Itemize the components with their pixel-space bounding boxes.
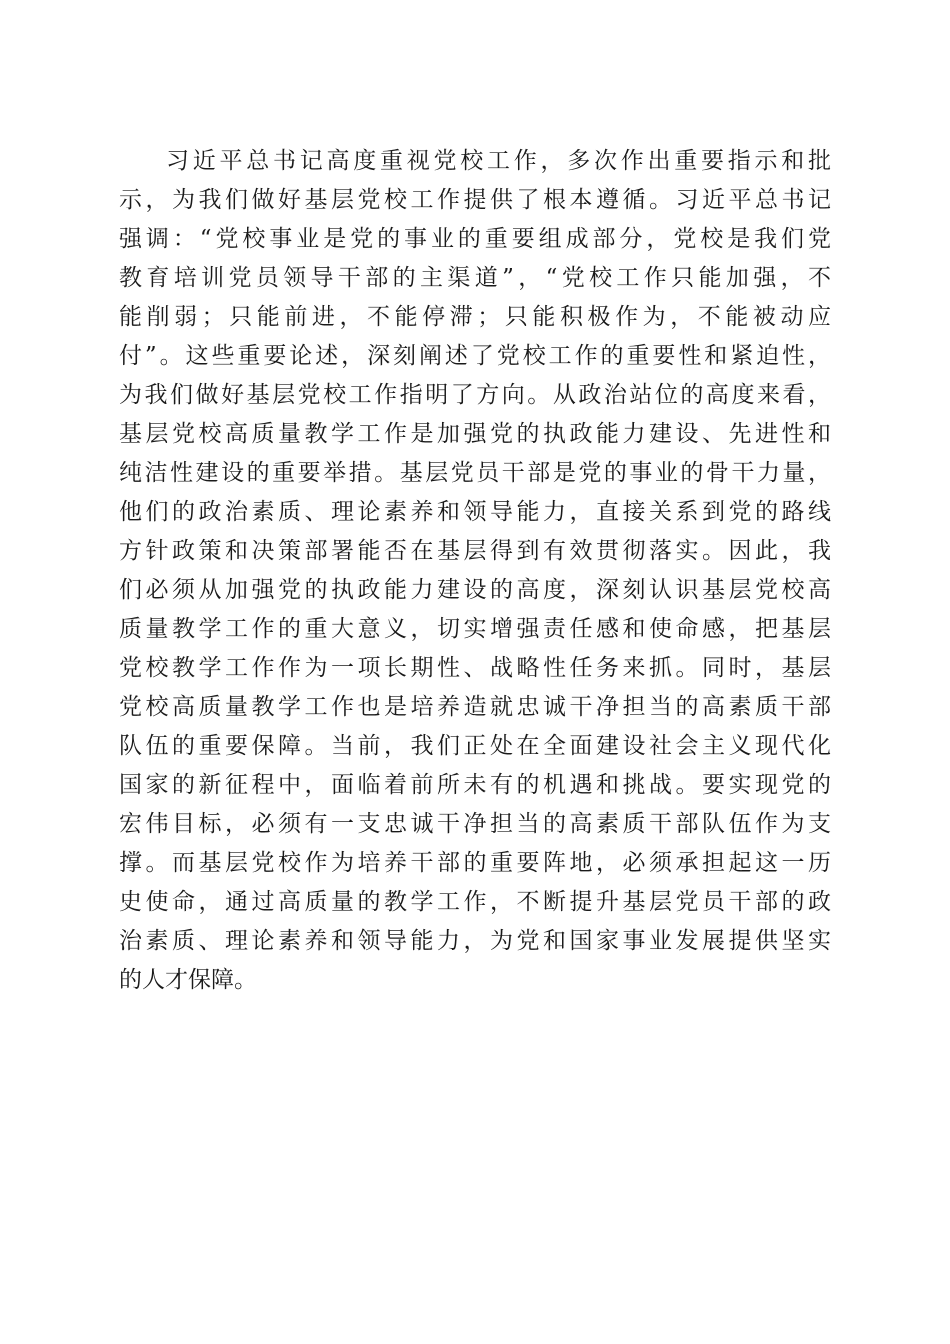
paragraph-line: 队伍的重要保障。当前，我们正处在全面建设社会主义现代化	[119, 733, 831, 759]
paragraph-line: 方针政策和决策部署能否在基层得到有效贯彻落实。因此，我	[119, 538, 831, 564]
paragraph-line: 宏伟目标，必须有一支忠诚干净担当的高素质干部队伍作为支	[119, 811, 831, 837]
paragraph-line: 治素质、理论素养和领导能力，为党和国家事业发展提供坚实	[119, 928, 831, 954]
paragraph-line: 党校教学工作作为一项长期性、战略性任务来抓。同时，基层	[119, 655, 831, 681]
paragraph-line: 教育培训党员领导干部的主渠道”，“党校工作只能加强，不	[119, 265, 831, 291]
paragraph-line: 党校高质量教学工作也是培养造就忠诚干净担当的高素质干部	[119, 694, 831, 720]
paragraph-line: 们必须从加强党的执政能力建设的高度，深刻认识基层党校高	[119, 577, 831, 603]
paragraph-line: 习近平总书记高度重视党校工作，多次作出重要指示和批	[166, 148, 831, 174]
paragraph-line: 国家的新征程中，面临着前所未有的机遇和挑战。要实现党的	[119, 772, 831, 798]
paragraph-line: 能削弱；只能前进，不能停滞；只能积极作为，不能被动应	[119, 304, 831, 330]
paragraph-line: 付”。这些重要论述，深刻阐述了党校工作的重要性和紧迫性，	[119, 343, 831, 369]
paragraph-line: 示，为我们做好基层党校工作提供了根本遵循。习近平总书记	[119, 187, 831, 213]
paragraph-line: 史使命，通过高质量的教学工作，不断提升基层党员干部的政	[119, 889, 831, 915]
paragraph-line: 强调：“党校事业是党的事业的重要组成部分，党校是我们党	[119, 226, 831, 252]
paragraph-line: 他们的政治素质、理论素养和领导能力，直接关系到党的路线	[119, 499, 831, 525]
paragraph-line: 纯洁性建设的重要举措。基层党员干部是党的事业的骨干力量，	[119, 460, 831, 486]
paragraph-line: 质量教学工作的重大意义，切实增强责任感和使命感，把基层	[119, 616, 831, 642]
paragraph-line: 为我们做好基层党校工作指明了方向。从政治站位的高度来看，	[119, 382, 831, 408]
body-paragraph	[119, 142, 831, 1000]
paragraph-line: 撑。而基层党校作为培养干部的重要阵地，必须承担起这一历	[119, 850, 831, 876]
paragraph-line: 基层党校高质量教学工作是加强党的执政能力建设、先进性和	[119, 421, 831, 447]
paragraph-line: 的人才保障。	[119, 967, 257, 993]
